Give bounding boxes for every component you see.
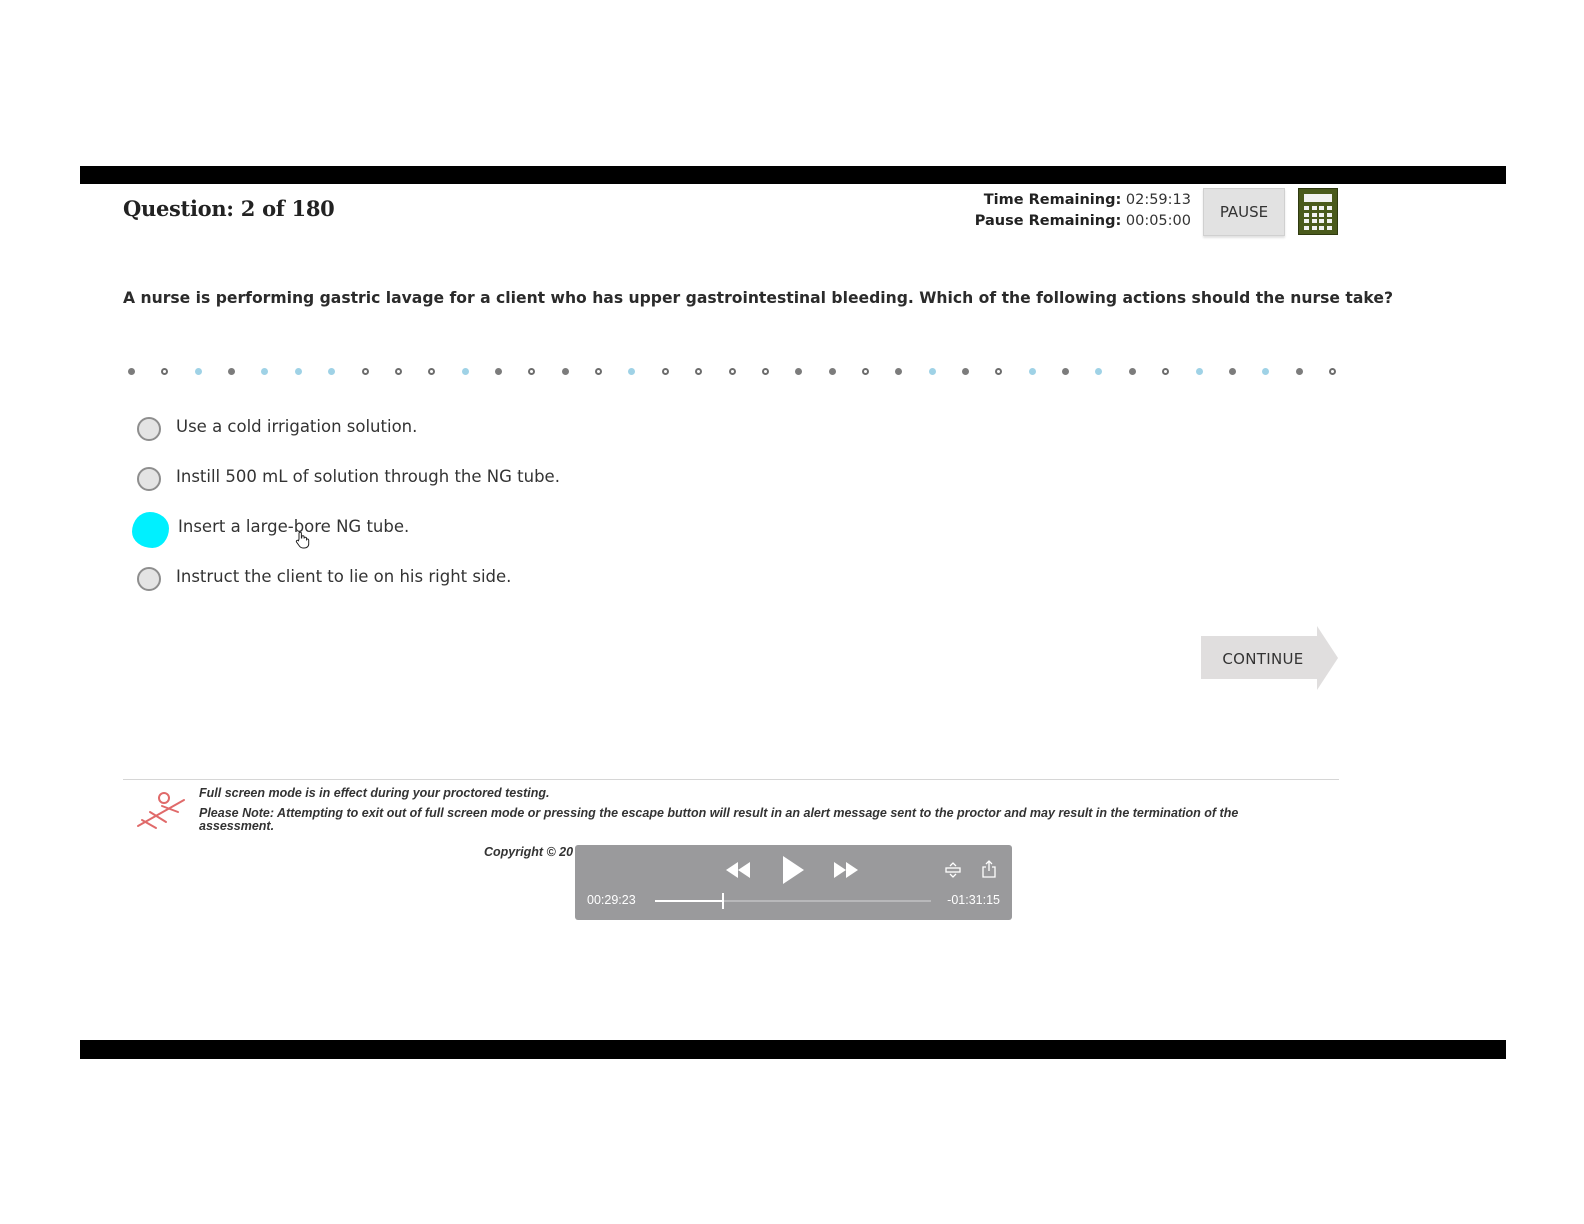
answer-option-label: Instill 500 mL of solution through the NG tube. bbox=[176, 467, 560, 486]
progress-dot[interactable] bbox=[395, 368, 402, 375]
progress-dot[interactable] bbox=[1229, 368, 1236, 375]
answer-option-label: Use a cold irrigation solution. bbox=[176, 417, 418, 436]
continue-button[interactable] bbox=[1201, 626, 1338, 690]
progress-dot[interactable] bbox=[662, 368, 669, 375]
current-time: 00:29:23 bbox=[587, 893, 636, 907]
answer-option-3[interactable] bbox=[134, 514, 560, 564]
progress-dot[interactable] bbox=[795, 368, 802, 375]
progress-dot[interactable] bbox=[1095, 368, 1102, 375]
progress-dot[interactable] bbox=[128, 368, 135, 375]
question-counter: Question: 2 of 180 bbox=[123, 196, 335, 221]
progress-dot[interactable] bbox=[1062, 368, 1069, 375]
calculator-keys bbox=[1304, 206, 1332, 230]
question-progress-dots bbox=[128, 368, 1336, 378]
progress-dot[interactable] bbox=[1296, 368, 1303, 375]
progress-dot[interactable] bbox=[762, 368, 769, 375]
progress-dot[interactable] bbox=[161, 368, 168, 375]
timer-block bbox=[975, 190, 1191, 232]
radio-button-selected[interactable] bbox=[132, 512, 169, 548]
radio-button[interactable] bbox=[137, 567, 161, 591]
copyright-text: Copyright © 20 bbox=[484, 845, 574, 859]
answer-option-label: Instruct the client to lie on his right side. bbox=[176, 567, 512, 586]
progress-dot[interactable] bbox=[1162, 368, 1169, 375]
progress-dot[interactable] bbox=[829, 368, 836, 375]
progress-dot[interactable] bbox=[428, 368, 435, 375]
footer-divider bbox=[123, 779, 1339, 780]
continue-label: CONTINUE bbox=[1222, 650, 1304, 668]
media-player bbox=[575, 845, 1012, 920]
progress-dot[interactable] bbox=[962, 368, 969, 375]
answer-option-2[interactable] bbox=[134, 464, 560, 514]
bottom-bar bbox=[80, 1040, 1506, 1059]
progress-dot[interactable] bbox=[628, 368, 635, 375]
progress-dot[interactable] bbox=[895, 368, 902, 375]
progress-dot[interactable] bbox=[462, 368, 469, 375]
answer-option-4[interactable] bbox=[134, 564, 560, 614]
progress-dot[interactable] bbox=[328, 368, 335, 375]
calculator-screen bbox=[1304, 194, 1332, 202]
progress-dot[interactable] bbox=[695, 368, 702, 375]
progress-dot[interactable] bbox=[729, 368, 736, 375]
time-remaining-value: 02:59:13 bbox=[1125, 192, 1191, 208]
scrub-handle[interactable] bbox=[722, 893, 724, 909]
notice-line-2: Please Note: Attempting to exit out of full screen mode or pressing the escape button will result in an alert message sent to the proctor and may result in the termination of the assessment. bbox=[199, 806, 1239, 833]
progress-dot[interactable] bbox=[1029, 368, 1036, 375]
fast-forward-icon[interactable] bbox=[833, 860, 859, 880]
notice-line-1: Full screen mode is in effect during your proctored testing. bbox=[199, 786, 550, 800]
progress-dot[interactable] bbox=[562, 368, 569, 375]
remaining-time: -01:31:15 bbox=[947, 893, 1000, 907]
radio-button[interactable] bbox=[137, 467, 161, 491]
progress-dot[interactable] bbox=[1129, 368, 1136, 375]
pause-remaining-value: 00:05:00 bbox=[1125, 213, 1191, 229]
share-icon[interactable] bbox=[982, 860, 996, 878]
rewind-icon[interactable] bbox=[725, 860, 751, 880]
play-icon[interactable] bbox=[780, 854, 806, 886]
answer-option-label: Insert a large-bore NG tube. bbox=[178, 517, 410, 536]
progress-dot[interactable] bbox=[495, 368, 502, 375]
pause-remaining bbox=[975, 211, 1191, 232]
progress-dot[interactable] bbox=[1262, 368, 1269, 375]
time-remaining-label: Time Remaining: bbox=[983, 192, 1122, 208]
pause-button[interactable]: PAUSE bbox=[1203, 188, 1285, 236]
progress-dot[interactable] bbox=[228, 368, 235, 375]
progress-dot[interactable] bbox=[295, 368, 302, 375]
question-text: A nurse is performing gastric lavage for a client who has upper gastrointestinal bleeding. Which of the following actions should the nurse take? bbox=[123, 289, 1393, 307]
progress-dot[interactable] bbox=[595, 368, 602, 375]
resize-icon[interactable] bbox=[945, 862, 961, 878]
progress-dot[interactable] bbox=[1196, 368, 1203, 375]
progress-dot[interactable] bbox=[929, 368, 936, 375]
hand-cursor-icon bbox=[294, 531, 312, 549]
calculator-icon[interactable] bbox=[1298, 188, 1338, 235]
progress-dot[interactable] bbox=[995, 368, 1002, 375]
progress-dot[interactable] bbox=[528, 368, 535, 375]
time-remaining bbox=[975, 190, 1191, 211]
pause-remaining-label: Pause Remaining: bbox=[974, 213, 1122, 229]
progress-dot[interactable] bbox=[862, 368, 869, 375]
progress-dot[interactable] bbox=[195, 368, 202, 375]
scrub-progress bbox=[655, 900, 723, 902]
progress-dot[interactable] bbox=[1329, 368, 1336, 375]
progress-dot[interactable] bbox=[261, 368, 268, 375]
scrub-bar[interactable] bbox=[655, 900, 931, 902]
answer-options bbox=[134, 414, 560, 614]
radio-button[interactable] bbox=[137, 417, 161, 441]
progress-dot[interactable] bbox=[362, 368, 369, 375]
fullscreen-notice bbox=[199, 786, 1299, 833]
fullscreen-notice-icon bbox=[136, 790, 186, 830]
answer-option-1[interactable] bbox=[134, 414, 560, 464]
top-bar bbox=[80, 166, 1506, 184]
